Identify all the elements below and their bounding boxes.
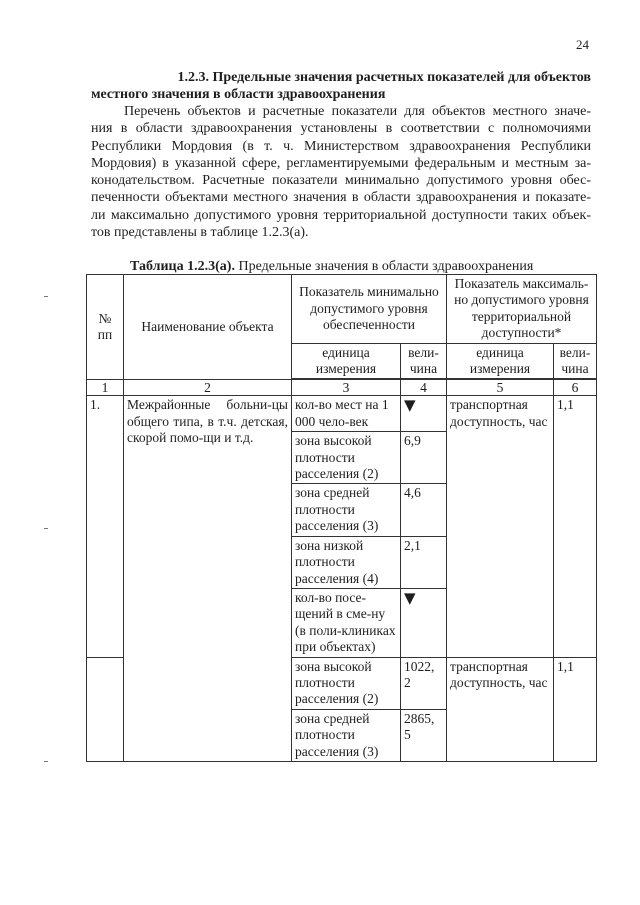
indicator-value: 6,9 — [401, 432, 447, 484]
indicator-unit: зона высокой плотности расселения (2) — [292, 432, 401, 484]
paragraph-line: Республики Мордовия (в т. ч. Министерством здравоохранения Республики — [91, 138, 591, 154]
indicator-value: 2865, 5 — [401, 709, 447, 761]
header-min-indicator: Показатель минимально допустимого уровня обеспеченности — [292, 275, 447, 344]
column-number: 1 — [87, 379, 124, 396]
indicator-value: 1022, 2 — [401, 657, 447, 709]
header-num: № пп — [87, 275, 124, 380]
indicator-value: 2,1 — [401, 536, 447, 588]
access-unit: транспортная доступность, час — [447, 396, 554, 657]
table-caption — [130, 259, 533, 275]
triangle-down-icon: ▼ — [404, 396, 416, 415]
indicator-unit: зона низкой плотности расселения (4) — [292, 536, 401, 588]
section-heading — [91, 69, 591, 103]
margin-mark — [44, 528, 48, 529]
intro-paragraph — [91, 103, 591, 241]
indicator-value: 4,6 — [401, 484, 447, 536]
row-number: 1. — [87, 396, 124, 657]
column-number: 6 — [554, 379, 597, 396]
header-max-indicator: Показатель максималь-но допустимого уровня территориальной доступности* — [447, 275, 597, 344]
paragraph-line: ли максимально допустимого уровня территориальной доступности таких объек- — [91, 207, 591, 223]
column-number: 5 — [447, 379, 554, 396]
header-unit: единица измерения — [447, 343, 554, 379]
indicator-unit: зона средней плотности расселения (3) — [292, 709, 401, 761]
paragraph-line: Мордовия) в указанной сфере, регламентируемыми федеральным и местным за- — [91, 155, 591, 171]
object-name: Межрайонные больни-цы общего типа, в т.ч. детская, скорой помо-щи и т.д. — [124, 396, 292, 762]
indicator-unit: кол-во мест на 1 000 чело-век — [292, 396, 401, 432]
column-number: 2 — [124, 379, 292, 396]
column-number: 3 — [292, 379, 401, 396]
table-caption-label: Таблица 1.2.3(а). — [130, 259, 235, 274]
row-number-empty — [87, 657, 124, 761]
column-numbers-row — [87, 379, 597, 396]
paragraph-line: ния в области здравоохранения установлены в соответствии с полномочиями — [91, 121, 591, 137]
indicator-unit: кол-во посе-щений в сме-ну (в поли-клиниках при объектах) — [292, 588, 401, 657]
indicator-unit: зона средней плотности расселения (3) — [292, 484, 401, 536]
healthcare-limits-table — [86, 274, 597, 762]
table-header-row-1 — [87, 275, 597, 344]
heading-line-2: местного значения в области здравоохранения — [91, 87, 386, 102]
triangle-down-icon: ▼ — [404, 588, 416, 607]
table-caption-text: Предельные значения в области здравоохранения — [234, 259, 534, 274]
header-value: вели-чина — [554, 343, 597, 379]
paragraph-line: печенности объектами местного значения в области здравоохранения и показате- — [91, 190, 591, 206]
paragraph-line: Перечень объектов и расчетные показатели для объектов местного значе- — [124, 104, 591, 119]
margin-mark — [44, 761, 48, 762]
column-number: 4 — [401, 379, 447, 396]
access-unit: транспортная доступность, час — [447, 657, 554, 761]
table-row — [87, 396, 597, 432]
header-value: вели-чина — [401, 343, 447, 379]
access-value: 1,1 — [554, 396, 597, 657]
heading-line-1: 1.2.3. Предельные значения расчетных показателей для объектов — [177, 70, 591, 85]
header-unit: единица измерения — [292, 343, 401, 379]
access-value: 1,1 — [554, 657, 597, 761]
header-name: Наименование объекта — [124, 275, 292, 380]
page-number: 24 — [576, 37, 589, 52]
indicator-value — [401, 396, 447, 432]
indicator-unit: зона высокой плотности расселения (2) — [292, 657, 401, 709]
margin-mark — [44, 296, 48, 297]
paragraph-line: тов представлены в таблице 1.2.3(а). — [91, 225, 309, 241]
indicator-value — [401, 588, 447, 657]
paragraph-line: конодательством. Расчетные показатели минимально допустимого уровня обес- — [91, 173, 591, 189]
